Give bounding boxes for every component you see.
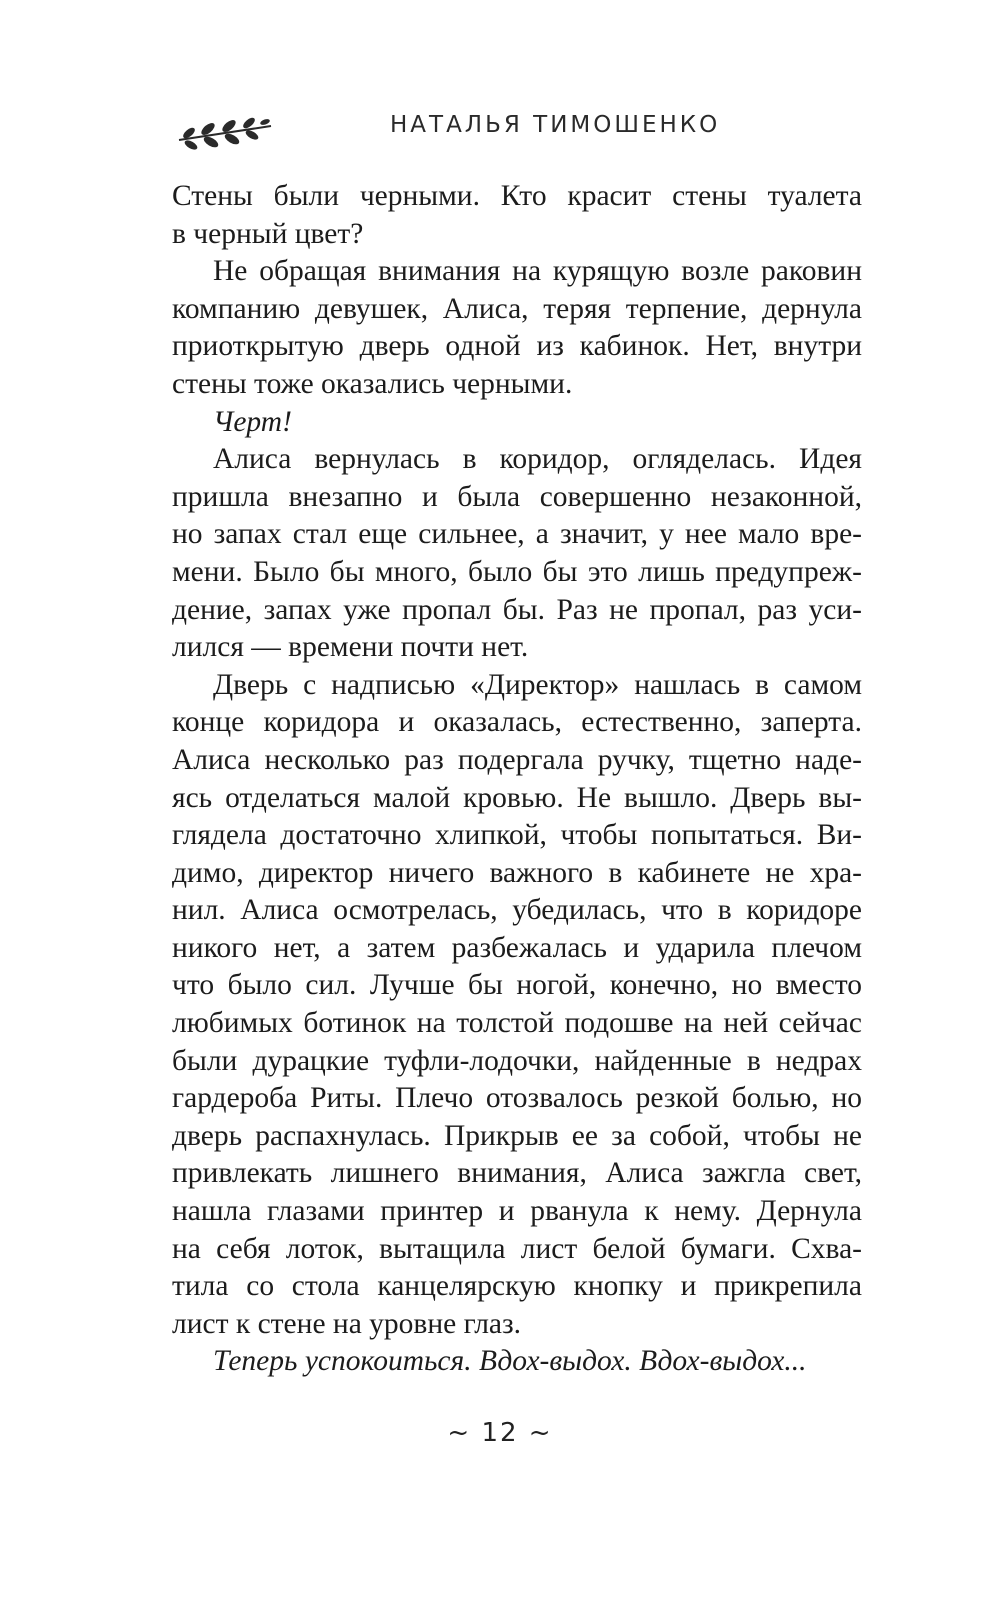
text-line: Теперь успокоиться. Вдох-выдох. Вдох-выдох... (213, 1345, 807, 1378)
text-line: Алиса несколько раз подергала ручку, тщетно наде- (172, 743, 862, 776)
text-line: тила со стола канцелярскую кнопку и прикрепила (172, 1270, 862, 1303)
text-line: были дурацкие туфли-лодочки, найденные в недрах (172, 1044, 862, 1077)
text-line: что было сил. Лучше бы ногой, конечно, но вместо (172, 969, 862, 1002)
text-line: мени. Было бы много, было бы это лишь предупреж- (172, 555, 862, 588)
text-line: Черт! (213, 405, 292, 438)
page-body-text (172, 178, 862, 1381)
text-line: любимых ботинок на толстой подошве на ней сейчас (172, 1007, 862, 1040)
text-line: привлекать лишнего внимания, Алиса зажгла свет, (172, 1157, 862, 1190)
text-line: на себя лоток, вытащила лист белой бумаги. Схва- (172, 1232, 862, 1265)
text-line: пришла внезапно и была совершенно незаконной, (172, 480, 862, 513)
text-line: Не обращая внимания на курящую возле раковин (213, 255, 862, 288)
text-line: ясь отделаться малой кровью. Не вышло. Дверь вы- (172, 781, 862, 814)
text-line: лист к стене на уровне глаз. (172, 1307, 522, 1340)
text-line: никого нет, а затем разбежалась и ударила плечом (172, 931, 862, 964)
text-line: приоткрытую дверь одной из кабинок. Нет, внутри (172, 330, 862, 363)
text-line: в черный цвет? (172, 217, 364, 250)
text-line: нил. Алиса осмотрелась, убедилась, что в коридоре (172, 894, 862, 927)
text-line: стены тоже оказались черными. (172, 367, 573, 400)
page-number: ~ 12 ~ (447, 1418, 553, 1448)
text-line: лился — времени почти нет. (172, 631, 529, 664)
text-line: но запах стал еще сильнее, а значит, у нее мало вре- (172, 518, 862, 551)
text-line: Алиса вернулась в коридор, огляделась. Идея (213, 443, 862, 476)
text-line: Дверь с надписью «Директор» нашлась в самом (213, 668, 862, 701)
leaf-branch-icon (175, 106, 275, 154)
text-line: дение, запах уже пропал бы. Раз не пропал, раз уси- (172, 593, 862, 626)
running-header (175, 100, 735, 160)
text-line: гардероба Риты. Плечо отозвалось резкой болью, но (172, 1082, 862, 1115)
text-line: глядела достаточно хлипкой, чтобы попытаться. Ви- (172, 819, 862, 852)
text-line: компанию девушек, Алиса, теряя терпение, дернула (172, 292, 862, 325)
text-line: Стены были черными. Кто красит стены туалета (172, 180, 862, 212)
text-line: нашла глазами принтер и рванула к нему. Дернула (172, 1195, 862, 1228)
text-line: дверь распахнулась. Прикрыв ее за собой, чтобы не (172, 1119, 862, 1152)
text-line: конце коридора и оказалась, естественно, заперта. (172, 706, 862, 739)
book-author: НАТАЛЬЯ ТИМОШЕНКО (390, 112, 721, 138)
text-line: димо, директор ничего важного в кабинете не хра- (172, 856, 862, 889)
